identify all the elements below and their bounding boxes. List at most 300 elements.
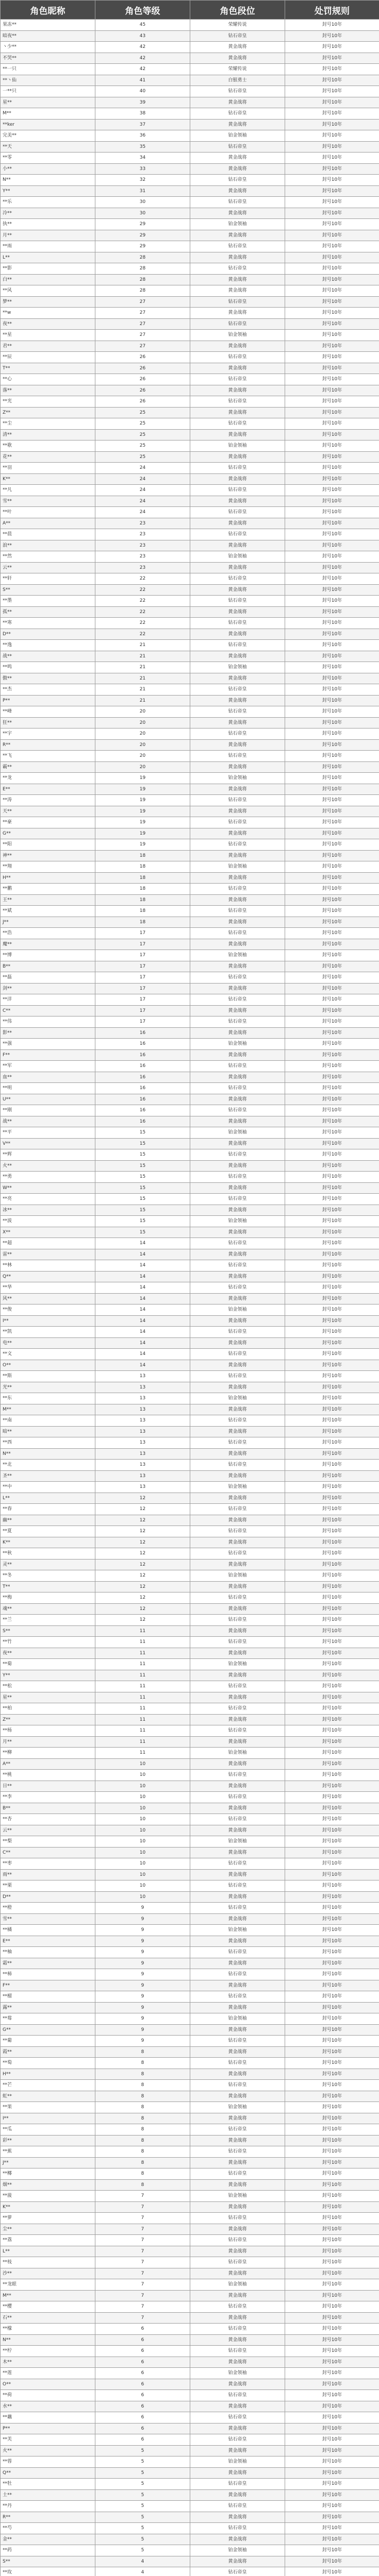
cell-penalty: 封号10年 xyxy=(285,950,379,961)
cell-level: 8 xyxy=(95,2179,190,2191)
table-row xyxy=(1,761,379,773)
table-row xyxy=(1,252,379,263)
cell-nickname: 月** xyxy=(1,1736,95,1748)
cell-penalty: 封号10年 xyxy=(285,850,379,861)
cell-nickname: 不哭** xyxy=(1,53,95,64)
table-row xyxy=(1,152,379,164)
cell-nickname: **兰 xyxy=(1,1615,95,1626)
cell-nickname: F** xyxy=(1,1980,95,1991)
table-row xyxy=(1,784,379,795)
table-row xyxy=(1,861,379,873)
cell-penalty: 封号10年 xyxy=(285,1980,379,1991)
cell-penalty: 封号10年 xyxy=(285,185,379,197)
cell-nickname: **刚 xyxy=(1,1105,95,1116)
cell-nickname: P** xyxy=(1,2423,95,2434)
cell-level: 22 xyxy=(95,629,190,640)
cell-nickname: U** xyxy=(1,1094,95,1105)
cell-rank: 黄金战将 xyxy=(190,1094,285,1105)
cell-penalty: 封号10年 xyxy=(285,1625,379,1637)
cell-level: 14 xyxy=(95,1337,190,1349)
cell-penalty: 封号10年 xyxy=(285,1271,379,1282)
table-row xyxy=(1,2412,379,2424)
cell-penalty: 封号10年 xyxy=(285,1792,379,1803)
cell-level: 10 xyxy=(95,1880,190,1892)
cell-rank: 钻石帝皇 xyxy=(190,972,285,984)
cell-nickname: **萄 xyxy=(1,2058,95,2069)
cell-rank: 钻石帝皇 xyxy=(190,1969,285,1980)
cell-penalty: 封号10年 xyxy=(285,1260,379,1272)
cell-penalty: 封号10年 xyxy=(285,1836,379,1848)
cell-penalty: 封号10年 xyxy=(285,1182,379,1194)
cell-penalty: 封号10年 xyxy=(285,64,379,75)
cell-penalty: 封号10年 xyxy=(285,1415,379,1427)
table-row xyxy=(1,308,379,319)
cell-level: 11 xyxy=(95,1692,190,1703)
cell-penalty: 封号10年 xyxy=(285,2191,379,2202)
cell-penalty: 封号10年 xyxy=(285,2534,379,2545)
cell-rank: 黄金战将 xyxy=(190,2312,285,2324)
cell-penalty: 封号10年 xyxy=(285,2357,379,2368)
table-row xyxy=(1,2268,379,2279)
cell-rank: 黄金战将 xyxy=(190,208,285,219)
table-row xyxy=(1,1238,379,1249)
cell-penalty: 封号10年 xyxy=(285,2168,379,2180)
cell-nickname: N** xyxy=(1,1448,95,1460)
table-row xyxy=(1,1260,379,1272)
cell-rank: 钻石帝皇 xyxy=(190,2567,285,2576)
table-row xyxy=(1,939,379,950)
cell-penalty: 封号10年 xyxy=(285,906,379,917)
cell-level: 8 xyxy=(95,2146,190,2158)
table-row xyxy=(1,1039,379,1050)
cell-rank: 黄金战将 xyxy=(190,1227,285,1238)
cell-level: 12 xyxy=(95,1493,190,1504)
table-row xyxy=(1,2213,379,2224)
cell-rank: 黄金战将 xyxy=(190,1448,285,1460)
cell-rank: 黄金战将 xyxy=(190,1803,285,1814)
cell-nickname: **柳 xyxy=(1,1748,95,1759)
cell-rank: 黄金战将 xyxy=(190,2135,285,2146)
cell-level: 40 xyxy=(95,86,190,97)
cell-nickname: **杰 xyxy=(1,684,95,696)
cell-level: 7 xyxy=(95,2301,190,2313)
cell-rank: 黄金战将 xyxy=(190,1714,285,1725)
cell-rank: 钻石帝皇 xyxy=(190,1526,285,1537)
cell-penalty: 封号10年 xyxy=(285,1947,379,1958)
cell-penalty: 封号10年 xyxy=(285,429,379,440)
table-row xyxy=(1,1537,379,1548)
cell-rank: 黄金战将 xyxy=(190,230,285,241)
cell-nickname: **柠 xyxy=(1,2346,95,2357)
table-row xyxy=(1,429,379,440)
cell-level: 9 xyxy=(95,1958,190,1969)
cell-level: 20 xyxy=(95,751,190,762)
cell-level: 13 xyxy=(95,1482,190,1493)
cell-rank: 黄金战将 xyxy=(190,1559,285,1570)
cell-rank: 黄金战将 xyxy=(190,983,285,994)
cell-level: 13 xyxy=(95,1371,190,1382)
cell-nickname: **芍 xyxy=(1,2523,95,2534)
cell-rank: 钻石帝皇 xyxy=(190,108,285,120)
cell-level: 4 xyxy=(95,2567,190,2576)
cell-level: 23 xyxy=(95,518,190,529)
cell-level: 15 xyxy=(95,1172,190,1183)
cell-penalty: 封号10年 xyxy=(285,2058,379,2069)
cell-rank: 铂金领袖 xyxy=(190,861,285,873)
cell-level: 5 xyxy=(95,2512,190,2523)
table-row xyxy=(1,1891,379,1903)
cell-penalty: 封号10年 xyxy=(285,1393,379,1404)
cell-penalty: 封号10年 xyxy=(285,2179,379,2191)
cell-rank: 钻石帝皇 xyxy=(190,1371,285,1382)
cell-penalty: 封号10年 xyxy=(285,1936,379,1947)
cell-rank: 钻石帝皇 xyxy=(190,263,285,275)
cell-level: 20 xyxy=(95,717,190,728)
table-row xyxy=(1,2146,379,2158)
cell-penalty: 封号10年 xyxy=(285,751,379,762)
cell-rank: 钻石帝皇 xyxy=(190,1238,285,1249)
cell-rank: 黄金战将 xyxy=(190,1913,285,1925)
cell-rank: 钻石帝皇 xyxy=(190,1814,285,1825)
cell-penalty: 封号10年 xyxy=(285,2157,379,2168)
cell-penalty: 封号10年 xyxy=(285,1216,379,1227)
cell-rank: 黄金战将 xyxy=(190,894,285,906)
cell-nickname: 电** xyxy=(1,1337,95,1349)
cell-rank: 钻石帝皇 xyxy=(190,2523,285,2534)
cell-rank: 铂金领袖 xyxy=(190,1482,285,1493)
cell-nickname: K** xyxy=(1,2201,95,2213)
cell-nickname: **一只 xyxy=(1,64,95,75)
cell-penalty: 封号10年 xyxy=(285,97,379,108)
cell-level: 6 xyxy=(95,2434,190,2446)
cell-rank: 钻石帝皇 xyxy=(190,1172,285,1183)
cell-level: 15 xyxy=(95,1194,190,1205)
cell-rank: 黄金战将 xyxy=(190,1493,285,1504)
table-row xyxy=(1,2512,379,2523)
table-row xyxy=(1,1205,379,1216)
table-row xyxy=(1,53,379,64)
cell-nickname: **斯 xyxy=(1,1371,95,1382)
cell-rank: 钻石帝皇 xyxy=(190,1548,285,1560)
cell-penalty: 封号10年 xyxy=(285,939,379,950)
cell-penalty: 封号10年 xyxy=(285,1061,379,1072)
cell-level: 26 xyxy=(95,396,190,408)
cell-rank: 黄金战将 xyxy=(190,1027,285,1039)
cell-level: 29 xyxy=(95,241,190,252)
cell-rank: 黄金战将 xyxy=(190,451,285,463)
table-row xyxy=(1,2545,379,2556)
cell-level: 19 xyxy=(95,795,190,806)
table-row xyxy=(1,1360,379,1371)
cell-level: 18 xyxy=(95,884,190,895)
cell-rank: 钻石帝皇 xyxy=(190,2324,285,2335)
cell-level: 14 xyxy=(95,1238,190,1249)
cell-rank: 黄金战将 xyxy=(190,784,285,795)
table-row xyxy=(1,1603,379,1615)
cell-nickname: **勇 xyxy=(1,1172,95,1183)
cell-rank: 钻石帝皇 xyxy=(190,1858,285,1870)
cell-level: 19 xyxy=(95,817,190,828)
cell-level: 42 xyxy=(95,42,190,53)
cell-rank: 铂金领袖 xyxy=(190,130,285,142)
cell-penalty: 封号10年 xyxy=(285,1105,379,1116)
table-row xyxy=(1,175,379,186)
cell-penalty: 封号10年 xyxy=(285,695,379,706)
cell-level: 15 xyxy=(95,1182,190,1194)
table-row xyxy=(1,651,379,662)
cell-nickname: **天 xyxy=(1,141,95,152)
cell-rank: 钻石帝皇 xyxy=(190,1349,285,1360)
table-row xyxy=(1,1847,379,1858)
table-row xyxy=(1,86,379,97)
table-row xyxy=(1,330,379,341)
table-row xyxy=(1,1149,379,1161)
cell-penalty: 封号10年 xyxy=(285,1437,379,1449)
table-row xyxy=(1,2501,379,2512)
cell-rank: 钻石帝皇 xyxy=(190,2213,285,2224)
cell-penalty: 封号10年 xyxy=(285,1249,379,1260)
cell-nickname: **影 xyxy=(1,263,95,275)
cell-nickname: **涛 xyxy=(1,795,95,806)
cell-level: 6 xyxy=(95,2357,190,2368)
cell-level: 17 xyxy=(95,939,190,950)
cell-nickname: 傲** xyxy=(1,673,95,684)
cell-penalty: 封号10年 xyxy=(285,2346,379,2357)
table-row xyxy=(1,1049,379,1061)
table-row xyxy=(1,961,379,972)
cell-nickname: 冷** xyxy=(1,208,95,219)
table-row xyxy=(1,1792,379,1803)
cell-rank: 钻石帝皇 xyxy=(190,2168,285,2180)
table-row xyxy=(1,673,379,684)
cell-rank: 黄金战将 xyxy=(190,872,285,884)
cell-rank: 钻石帝皇 xyxy=(190,2479,285,2490)
cell-penalty: 封号10年 xyxy=(285,119,379,130)
cell-penalty: 封号10年 xyxy=(285,961,379,972)
cell-penalty: 封号10年 xyxy=(285,1005,379,1016)
cell-level: 16 xyxy=(95,1083,190,1094)
cell-nickname: **萝 xyxy=(1,2213,95,2224)
table-row xyxy=(1,884,379,895)
cell-penalty: 封号10年 xyxy=(285,2213,379,2224)
cell-rank: 黄金战将 xyxy=(190,540,285,551)
cell-rank: 铂金领袖 xyxy=(190,330,285,341)
cell-rank: 黄金战将 xyxy=(190,518,285,529)
cell-nickname: 霜** xyxy=(1,1958,95,1969)
cell-level: 18 xyxy=(95,872,190,884)
cell-rank: 黄金战将 xyxy=(190,185,285,197)
table-row xyxy=(1,30,379,42)
table-row xyxy=(1,163,379,175)
cell-level: 26 xyxy=(95,374,190,385)
cell-rank: 铂金领袖 xyxy=(190,2279,285,2291)
table-row xyxy=(1,2113,379,2124)
table-row xyxy=(1,463,379,474)
table-row xyxy=(1,374,379,385)
cell-nickname: 梦** xyxy=(1,296,95,308)
table-row xyxy=(1,2301,379,2313)
cell-rank: 黄金战将 xyxy=(190,2445,285,2456)
cell-rank: 铂金领袖 xyxy=(190,1836,285,1848)
table-row xyxy=(1,584,379,596)
cell-level: 11 xyxy=(95,1659,190,1670)
cell-nickname: 落** xyxy=(1,385,95,396)
cell-nickname: 火** xyxy=(1,2445,95,2456)
cell-level: 28 xyxy=(95,285,190,297)
cell-penalty: 封号10年 xyxy=(285,917,379,928)
cell-penalty: 封号10年 xyxy=(285,1637,379,1648)
cell-rank: 黄金战将 xyxy=(190,496,285,507)
cell-rank: 黄金战将 xyxy=(190,1781,285,1792)
table-row xyxy=(1,1692,379,1703)
cell-level: 24 xyxy=(95,496,190,507)
cell-rank: 黄金战将 xyxy=(190,2069,285,2080)
table-row xyxy=(1,806,379,817)
cell-nickname: **峰 xyxy=(1,706,95,718)
cell-nickname: 夜** xyxy=(1,1648,95,1659)
cell-rank: 黄金战将 xyxy=(190,2157,285,2168)
cell-level: 23 xyxy=(95,540,190,551)
cell-level: 11 xyxy=(95,1748,190,1759)
cell-penalty: 封号10年 xyxy=(285,806,379,817)
table-row xyxy=(1,2168,379,2180)
cell-nickname: 执** xyxy=(1,219,95,230)
cell-level: 21 xyxy=(95,640,190,651)
cell-nickname: I** xyxy=(1,1315,95,1327)
cell-rank: 黄金战将 xyxy=(190,2268,285,2279)
cell-nickname: 石** xyxy=(1,2312,95,2324)
cell-nickname: 日** xyxy=(1,1781,95,1792)
cell-rank: 钻石帝皇 xyxy=(190,2235,285,2246)
table-row xyxy=(1,640,379,651)
cell-rank: 钻石帝皇 xyxy=(190,374,285,385)
cell-level: 12 xyxy=(95,1581,190,1592)
cell-rank: 钻石帝皇 xyxy=(190,573,285,585)
cell-level: 18 xyxy=(95,861,190,873)
table-row xyxy=(1,1382,379,1393)
table-row xyxy=(1,1969,379,1980)
cell-nickname: **ker xyxy=(1,119,95,130)
cell-level: 16 xyxy=(95,1072,190,1083)
cell-level: 25 xyxy=(95,407,190,418)
cell-penalty: 封号10年 xyxy=(285,2301,379,2313)
cell-rank: 黄金战将 xyxy=(190,1315,285,1327)
cell-penalty: 封号10年 xyxy=(285,2135,379,2146)
cell-nickname: **阳 xyxy=(1,839,95,851)
cell-rank: 钻石帝皇 xyxy=(190,1149,285,1161)
cell-penalty: 封号10年 xyxy=(285,2013,379,2025)
cell-rank: 黄金战将 xyxy=(190,806,285,817)
cell-level: 15 xyxy=(95,1138,190,1149)
cell-penalty: 封号10年 xyxy=(285,473,379,485)
cell-nickname: 烟** xyxy=(1,2179,95,2191)
cell-level: 18 xyxy=(95,894,190,906)
table-row xyxy=(1,2489,379,2501)
table-row xyxy=(1,418,379,430)
cell-penalty: 封号10年 xyxy=(285,1160,379,1172)
cell-penalty: 封号10年 xyxy=(285,141,379,152)
cell-rank: 黄金战将 xyxy=(190,2201,285,2213)
cell-rank: 钻石帝皇 xyxy=(190,352,285,363)
table-row xyxy=(1,507,379,518)
cell-level: 10 xyxy=(95,1836,190,1848)
cell-rank: 黄金战将 xyxy=(190,42,285,53)
cell-nickname: **东 xyxy=(1,1393,95,1404)
cell-nickname: **超 xyxy=(1,1238,95,1249)
table-row xyxy=(1,1105,379,1116)
cell-rank: 钻石帝皇 xyxy=(190,1991,285,2003)
cell-penalty: 封号10年 xyxy=(285,640,379,651)
table-row xyxy=(1,1061,379,1072)
cell-nickname: **栗 xyxy=(1,1880,95,1892)
cell-penalty: 封号10年 xyxy=(285,2124,379,2136)
cell-level: 12 xyxy=(95,1603,190,1615)
cell-penalty: 封号10年 xyxy=(285,2102,379,2113)
table-row xyxy=(1,2390,379,2401)
table-row xyxy=(1,407,379,418)
cell-nickname: **椰 xyxy=(1,2168,95,2180)
cell-level: 16 xyxy=(95,1094,190,1105)
cell-rank: 钻石帝皇 xyxy=(190,1194,285,1205)
cell-level: 8 xyxy=(95,2080,190,2091)
table-row xyxy=(1,2080,379,2091)
cell-level: 13 xyxy=(95,1415,190,1427)
cell-level: 8 xyxy=(95,2069,190,2080)
cell-rank: 钻石帝皇 xyxy=(190,2080,285,2091)
cell-penalty: 封号10年 xyxy=(285,318,379,330)
table-row xyxy=(1,1271,379,1282)
cell-level: 27 xyxy=(95,341,190,352)
cell-penalty: 封号10年 xyxy=(285,673,379,684)
cell-nickname: **莓 xyxy=(1,2013,95,2025)
table-row xyxy=(1,2135,379,2146)
cell-level: 43 xyxy=(95,30,190,42)
cell-level: 12 xyxy=(95,1537,190,1548)
table-row xyxy=(1,2058,379,2069)
cell-penalty: 封号10年 xyxy=(285,773,379,784)
cell-penalty: 封号10年 xyxy=(285,1670,379,1681)
cell-level: 11 xyxy=(95,1670,190,1681)
cell-rank: 钻石帝皇 xyxy=(190,86,285,97)
cell-nickname: L** xyxy=(1,1493,95,1504)
cell-nickname: F** xyxy=(1,1049,95,1061)
cell-nickname: **芒 xyxy=(1,2080,95,2091)
cell-nickname: J** xyxy=(1,2157,95,2168)
cell-penalty: 封号10年 xyxy=(285,2036,379,2047)
cell-rank: 黄金战将 xyxy=(190,2179,285,2191)
table-row xyxy=(1,1194,379,1205)
cell-nickname: E** xyxy=(1,784,95,795)
cell-nickname: 果冻** xyxy=(1,20,95,31)
cell-rank: 黄金战将 xyxy=(190,2290,285,2301)
cell-level: 11 xyxy=(95,1725,190,1737)
table-row xyxy=(1,2036,379,2047)
cell-nickname: **柿 xyxy=(1,1969,95,1980)
cell-level: 13 xyxy=(95,1393,190,1404)
cell-nickname: **樱 xyxy=(1,2301,95,2313)
cell-level: 16 xyxy=(95,1116,190,1127)
cell-penalty: 封号10年 xyxy=(285,130,379,142)
cell-rank: 黄金战将 xyxy=(190,2379,285,2390)
table-row xyxy=(1,1548,379,1560)
cell-rank: 铂金领袖 xyxy=(190,1216,285,1227)
cell-nickname: **乐 xyxy=(1,197,95,208)
cell-penalty: 封号10年 xyxy=(285,463,379,474)
cell-rank: 钻石帝皇 xyxy=(190,2434,285,2446)
cell-penalty: 封号10年 xyxy=(285,1337,379,1349)
cell-nickname: **蓉 xyxy=(1,2456,95,2468)
cell-rank: 白银勇士 xyxy=(190,75,285,86)
